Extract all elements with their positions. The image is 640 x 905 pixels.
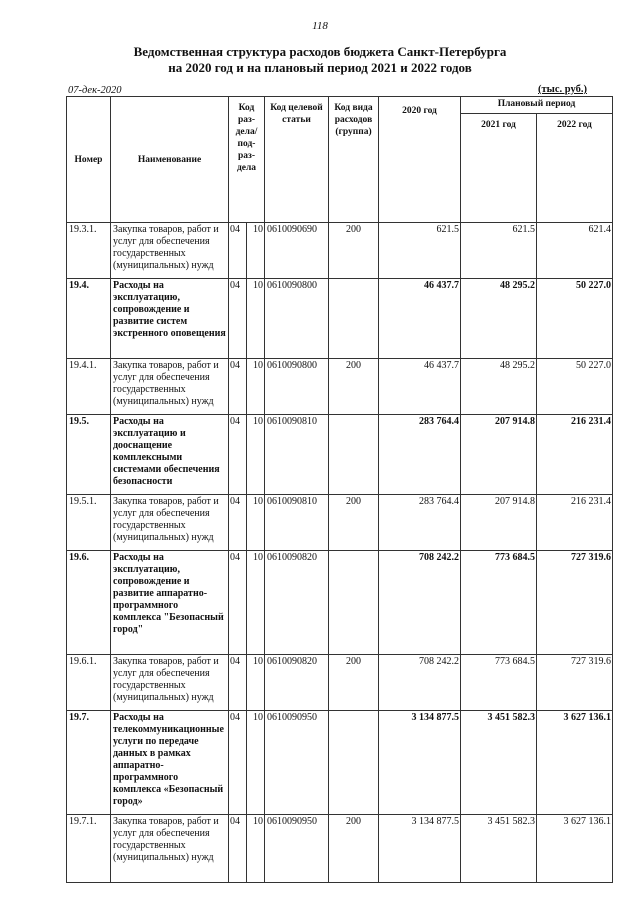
row-number: 19.4. <box>67 279 111 359</box>
row-amount-2021: 3 451 582.3 <box>461 815 537 883</box>
row-section-code: 04 <box>229 551 247 655</box>
row-number: 19.6. <box>67 551 111 655</box>
row-subsection-code: 10 <box>247 279 265 359</box>
table-row <box>67 655 613 711</box>
row-name: Закупка товаров, работ и услуг для обеспечения государственных (муниципальных) нужд <box>111 359 229 415</box>
row-name: Закупка товаров, работ и услуг для обеспечения государственных (муниципальных) нужд <box>111 495 229 551</box>
row-expense-type-code: 200 <box>329 359 379 415</box>
header-number: Номер <box>67 97 111 223</box>
header-target: Код целевой статьи <box>265 97 329 223</box>
row-number: 19.4.1. <box>67 359 111 415</box>
table-body <box>67 223 613 883</box>
row-amount-2021: 773 684.5 <box>461 655 537 711</box>
row-amount-2022: 3 627 136.1 <box>537 815 613 883</box>
row-name: Закупка товаров, работ и услуг для обеспечения государственных (муниципальных) нужд <box>111 815 229 883</box>
document-title <box>0 44 640 76</box>
row-target-code: 0610090820 <box>265 655 329 711</box>
row-amount-2020: 283 764.4 <box>379 495 461 551</box>
row-amount-2020: 46 437.7 <box>379 279 461 359</box>
row-expense-type-code: 200 <box>329 815 379 883</box>
row-subsection-code: 10 <box>247 415 265 495</box>
row-amount-2022: 216 231.4 <box>537 495 613 551</box>
header-name: Наименование <box>111 97 229 223</box>
row-expense-type-code: 200 <box>329 223 379 279</box>
row-section-code: 04 <box>229 223 247 279</box>
row-amount-2021: 207 914.8 <box>461 415 537 495</box>
row-subsection-code: 10 <box>247 655 265 711</box>
row-subsection-code: 10 <box>247 359 265 415</box>
row-name: Закупка товаров, работ и услуг для обеспечения государственных (муниципальных) нужд <box>111 655 229 711</box>
row-amount-2021: 773 684.5 <box>461 551 537 655</box>
row-amount-2021: 3 451 582.3 <box>461 711 537 815</box>
row-amount-2021: 48 295.2 <box>461 359 537 415</box>
row-target-code: 0610090800 <box>265 279 329 359</box>
header-planned-period: Плановый период <box>461 97 613 114</box>
page-number: 118 <box>312 20 328 32</box>
units-label: (тыс. руб.) <box>538 84 587 95</box>
header-year-2020: 2020 год <box>379 97 461 223</box>
row-amount-2022: 50 227.0 <box>537 359 613 415</box>
row-name: Расходы на эксплуатацию и дооснащение комплексными системами обеспечения безопасности <box>111 415 229 495</box>
row-number: 19.6.1. <box>67 655 111 711</box>
row-amount-2022: 727 319.6 <box>537 655 613 711</box>
row-target-code: 0610090690 <box>265 223 329 279</box>
row-amount-2022: 50 227.0 <box>537 279 613 359</box>
row-amount-2022: 3 627 136.1 <box>537 711 613 815</box>
title-line-2: на 2020 год и на плановый период 2021 и 2022 годов <box>168 60 472 75</box>
row-target-code: 0610090820 <box>265 551 329 655</box>
header-row-top <box>67 97 613 114</box>
row-section-code: 04 <box>229 495 247 551</box>
row-number: 19.5.1. <box>67 495 111 551</box>
row-amount-2022: 216 231.4 <box>537 415 613 495</box>
row-name: Расходы на телекоммуникационные услуги по передаче данных в рамках аппаратно-программного комплекса «Безопасный город» <box>111 711 229 815</box>
row-number: 19.7. <box>67 711 111 815</box>
row-amount-2020: 3 134 877.5 <box>379 711 461 815</box>
header-year-2021: 2021 год <box>461 114 537 223</box>
table-row <box>67 815 613 883</box>
row-section-code: 04 <box>229 655 247 711</box>
row-amount-2022: 727 319.6 <box>537 551 613 655</box>
row-target-code: 0610090800 <box>265 359 329 415</box>
row-section-code: 04 <box>229 359 247 415</box>
table-row <box>67 551 613 655</box>
title-line-1: Ведомственная структура расходов бюджета Санкт-Петербурга <box>133 44 507 59</box>
row-number: 19.5. <box>67 415 111 495</box>
row-target-code: 0610090950 <box>265 711 329 815</box>
row-amount-2020: 621.5 <box>379 223 461 279</box>
row-amount-2021: 207 914.8 <box>461 495 537 551</box>
table-row <box>67 415 613 495</box>
row-number: 19.3.1. <box>67 223 111 279</box>
row-target-code: 0610090810 <box>265 415 329 495</box>
row-target-code: 0610090810 <box>265 495 329 551</box>
header-section: Код раз-дела/ под-раз-дела <box>229 97 265 223</box>
row-expense-type-code: 200 <box>329 655 379 711</box>
row-expense-type-code <box>329 415 379 495</box>
row-section-code: 04 <box>229 415 247 495</box>
row-amount-2022: 621.4 <box>537 223 613 279</box>
row-subsection-code: 10 <box>247 815 265 883</box>
row-amount-2021: 621.5 <box>461 223 537 279</box>
budget-table <box>66 96 613 883</box>
row-number: 19.7.1. <box>67 815 111 883</box>
table-row <box>67 711 613 815</box>
row-name: Закупка товаров, работ и услуг для обеспечения государственных (муниципальных) нужд <box>111 223 229 279</box>
row-name: Расходы на эксплуатацию, сопровождение и развитие аппаратно-программного комплекса "Безопасный город" <box>111 551 229 655</box>
row-target-code: 0610090950 <box>265 815 329 883</box>
row-name: Расходы на эксплуатацию, сопровождение и развитие систем экстренного оповещения <box>111 279 229 359</box>
row-subsection-code: 10 <box>247 711 265 815</box>
row-amount-2020: 46 437.7 <box>379 359 461 415</box>
row-amount-2020: 708 242.2 <box>379 551 461 655</box>
row-expense-type-code: 200 <box>329 495 379 551</box>
row-amount-2021: 48 295.2 <box>461 279 537 359</box>
row-amount-2020: 283 764.4 <box>379 415 461 495</box>
row-expense-type-code <box>329 279 379 359</box>
table-row <box>67 279 613 359</box>
table-row <box>67 495 613 551</box>
row-amount-2020: 3 134 877.5 <box>379 815 461 883</box>
row-expense-type-code <box>329 551 379 655</box>
row-subsection-code: 10 <box>247 551 265 655</box>
row-subsection-code: 10 <box>247 495 265 551</box>
header-year-2022: 2022 год <box>537 114 613 223</box>
row-amount-2020: 708 242.2 <box>379 655 461 711</box>
row-section-code: 04 <box>229 279 247 359</box>
row-expense-type-code <box>329 711 379 815</box>
row-section-code: 04 <box>229 711 247 815</box>
table-row <box>67 359 613 415</box>
row-section-code: 04 <box>229 815 247 883</box>
document-date: 07-дек-2020 <box>68 85 122 96</box>
row-subsection-code: 10 <box>247 223 265 279</box>
table-row <box>67 223 613 279</box>
header-expense-type: Код вида расходов (группа) <box>329 97 379 223</box>
